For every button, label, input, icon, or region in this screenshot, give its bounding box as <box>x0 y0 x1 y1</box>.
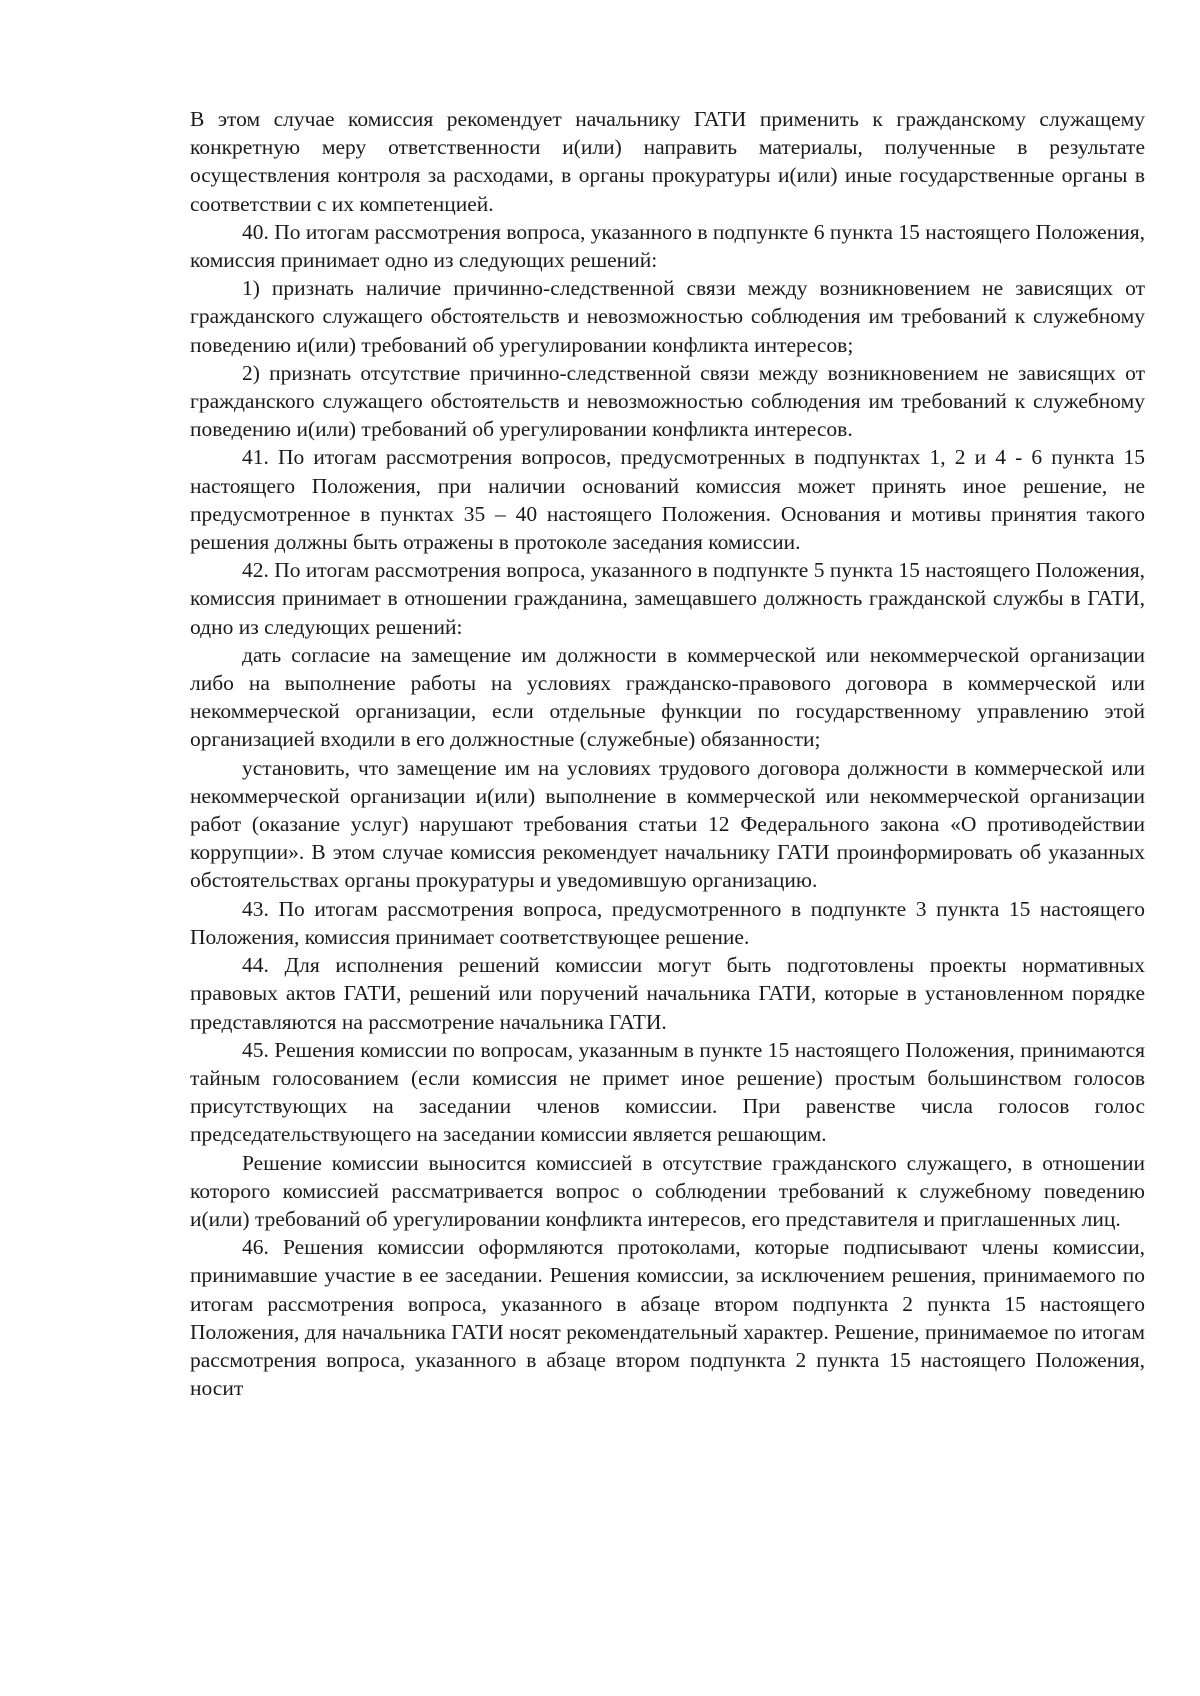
paragraph-42-option-consent: дать согласие на замещение им должности в коммерческой или некоммерческой организации либо на выполнение работы на условиях гражданско-правового договора в коммерческой или некоммерческой организации, если отдельные функции по государственному управлению этой организацией входили в его должностные (служебные) обязанности; <box>190 642 1145 752</box>
paragraph-40: 40. По итогам рассмотрения вопроса, указанного в подпункте 6 пункта 15 настоящего Положения, комиссия принимает одно из следующих решений: <box>190 219 1145 273</box>
paragraph-45: 45. Решения комиссии по вопросам, указанным в пункте 15 настоящего Положения, принимаются тайным голосованием (если комиссия не примет иное решение) простым большинством голосов присутствующих на заседании членов комиссии. При равенстве числа голосов голос председательствующего на заседании комиссии является решающим. <box>190 1037 1145 1147</box>
paragraph-40-item-1: 1) признать наличие причинно-следственной связи между возникновением не зависящих от гражданского служащего обстоятельств и невозможностью соблюдения им требований к служебному поведению и(или) требований об урегулировании конфликта интересов; <box>190 276 1145 357</box>
paragraph-39-continuation: В этом случае комиссия рекомендует начальнику ГАТИ применить к гражданскому служащему конкретную меру ответственности и(или) направить материалы, полученные в результате осуществления контроля за расходами, в органы прокуратуры и(или) иные государственные органы в соответствии с их компетенцией. <box>190 107 1145 216</box>
paragraph-44: 44. Для исполнения решений комиссии могут быть подготовлены проекты нормативных правовых актов ГАТИ, решений или поручений начальника ГАТИ, которые в установленном порядке представляются на рассмотрение начальника ГАТИ. <box>190 953 1145 1034</box>
paragraph-41: 41. По итогам рассмотрения вопросов, предусмотренных в подпунктах 1, 2 и 4 - 6 пункта 15 настоящего Положения, при наличии оснований комиссия может принять иное решение, не предусмотренное в пунктах 35 – 40 настоящего Положения. Основания и мотивы принятия такого решения должны быть отражены в протоколе заседания комиссии. <box>190 445 1145 555</box>
paragraph-45-second: Решение комиссии выносится комиссией в отсутствие гражданского служащего, в отношении которого комиссией рассматривается вопрос о соблюдении требований к служебному поведению и(или) требований об урегулировании конфликта интересов, его представителя и приглашенных лиц. <box>190 1150 1145 1231</box>
paragraph-46: 46. Решения комиссии оформляются протоколами, которые подписывают члены комиссии, принимавшие участие в ее заседании. Решения комиссии, за исключением решения, принимаемого по итогам рассмотрения вопроса, указанного в абзаце втором подпункта 2 пункта 15 настоящего Положения, для начальника ГАТИ носят рекомендательный характер. Решение, принимаемое по итогам рассмотрения вопроса, указанного в абзаце втором подпункта 2 пункта 15 настоящего Положения, носит <box>190 1235 1145 1401</box>
paragraph-42-option-violation: установить, что замещение им на условиях трудового договора должности в коммерческой или некоммерческой организации и(или) выполнение в коммерческой или некоммерческой организации работ (оказание услуг) нарушают требования статьи 12 Федерального закона «О противодействии коррупции». В этом случае комиссия рекомендует начальнику ГАТИ проинформировать об указанных обстоятельствах органы прокуратуры и уведомившую организацию. <box>190 755 1145 893</box>
paragraph-43: 43. По итогам рассмотрения вопроса, предусмотренного в подпункте 3 пункта 15 настоящего Положения, комиссия принимает соответствующее решение. <box>190 896 1145 949</box>
document-body <box>190 105 1145 1402</box>
paragraph-40-item-2: 2) признать отсутствие причинно-следственной связи между возникновением не зависящих от гражданского служащего обстоятельств и невозможностью соблюдения им требований к служебному поведению и(или) требований об урегулировании конфликта интересов. <box>190 360 1145 442</box>
paragraph-42: 42. По итогам рассмотрения вопроса, указанного в подпункте 5 пункта 15 настоящего Положения, комиссия принимает в отношении гражданина, замещавшего должность гражданской службы в ГАТИ, одно из следующих решений: <box>190 558 1145 639</box>
